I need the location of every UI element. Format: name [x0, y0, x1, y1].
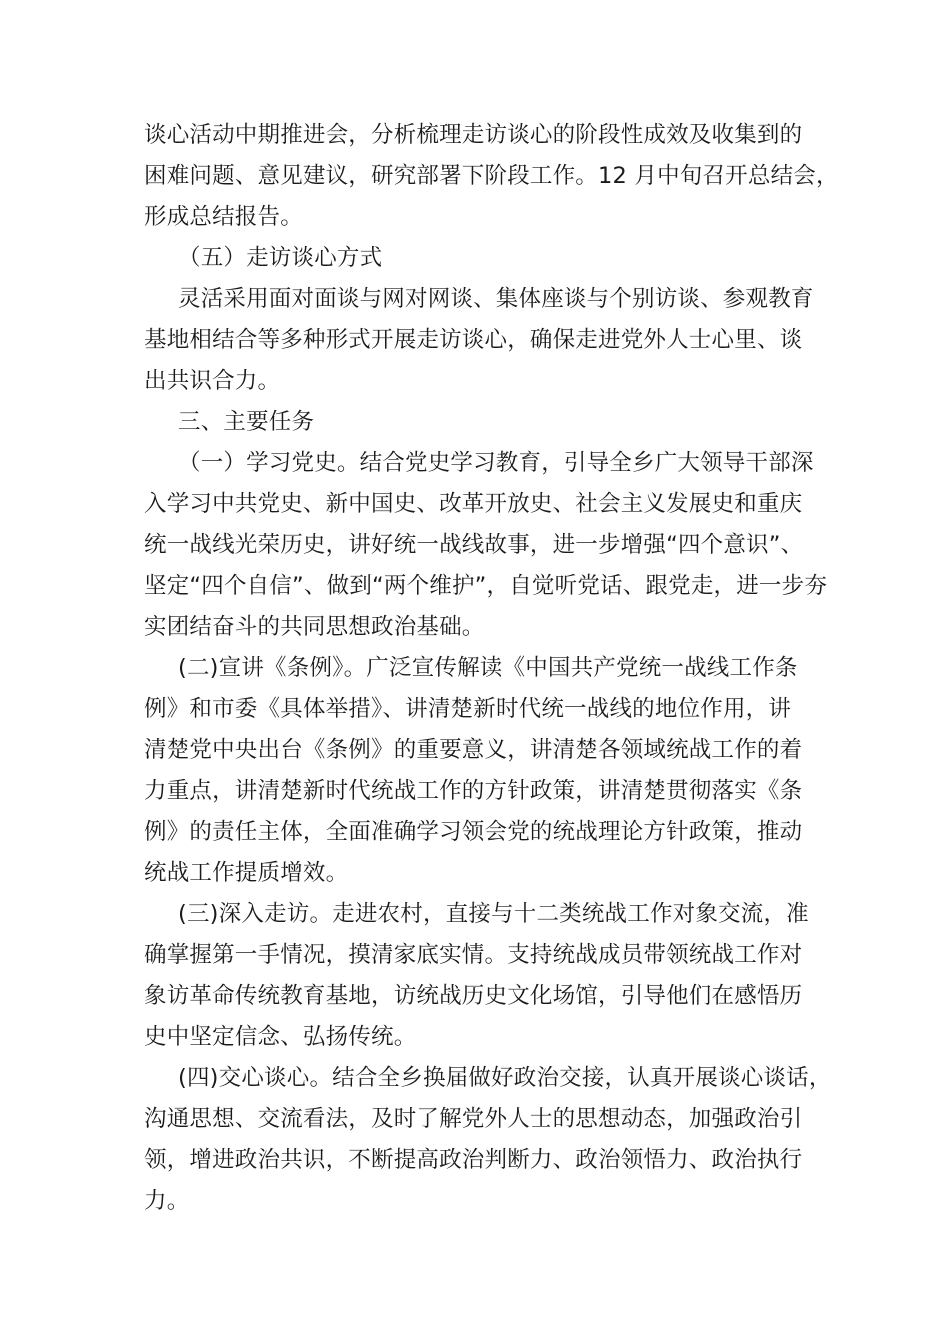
paragraph-line: 困难问题、意见建议，研究部署下阶段工作。12 月中旬召开总结会，	[144, 163, 839, 189]
paragraph-line: 统战工作提质增效。	[144, 860, 349, 886]
paragraph-line: 谈心活动中期推进会，分析梳理走访谈心的阶段性成效及收集到的	[144, 122, 803, 148]
paragraph-line: 力重点，讲清楚新时代统战工作的方针政策，讲清楚贯彻落实《条	[144, 778, 803, 804]
paragraph-line: 统一战线光荣历史，讲好统一战线故事，进一步增强“四个意识”、	[144, 532, 804, 558]
paragraph-line: 象访革命传统教育基地，访统战历史文化场馆，引导他们在感悟历	[144, 983, 803, 1009]
section-heading: 三、主要任务	[178, 409, 315, 435]
paragraph-line: 力。	[144, 1188, 190, 1214]
paragraph-line: （一）学习党史。结合党史学习教育，引导全乡广大领导干部深	[178, 450, 814, 476]
paragraph-line: (四)交心谈心。结合全乡换届做好政治交接，认真开展谈心谈话，	[178, 1065, 832, 1091]
paragraph-line: 领，增进政治共识，不断提高政治判断力、政治领悟力、政治执行	[144, 1147, 803, 1173]
paragraph-line: 例》的责任主体，全面准确学习领会党的统战理论方针政策，推动	[144, 819, 803, 845]
paragraph-line: (二)宣讲《条例》。广泛宣传解读《中国共产党统一战线工作条	[178, 655, 798, 681]
paragraph-line: 出共识合力。	[144, 368, 281, 394]
paragraph-line: 例》和市委《具体举措》、讲清楚新时代统一战线的地位作用，讲	[144, 696, 792, 722]
paragraph-line: 沟通思想、交流看法，及时了解党外人士的思想动态，加强政治引	[144, 1106, 803, 1132]
paragraph-line: 坚定“四个自信”、做到“两个维护”，自觉听党话、跟党走，进一步夯	[144, 573, 828, 599]
paragraph-line: (三)深入走访。走进农村，直接与十二类统战工作对象交流，准	[178, 901, 809, 927]
section-heading: （五）走访谈心方式	[178, 245, 383, 271]
paragraph-line: 清楚党中央出台《条例》的重要意义，讲清楚各领域统战工作的着	[144, 737, 803, 763]
paragraph-line: 形成总结报告。	[144, 204, 303, 230]
paragraph-line: 实团结奋斗的共同思想政治基础。	[144, 614, 485, 640]
paragraph-line: 确掌握第一手情况，摸清家底实情。支持统战成员带领统战工作对	[144, 942, 803, 968]
paragraph-line: 基地相结合等多种形式开展走访谈心，确保走进党外人士心里、谈	[144, 327, 803, 353]
paragraph-line: 入学习中共党史、新中国史、改革开放史、社会主义发展史和重庆	[144, 491, 803, 517]
paragraph-line: 史中坚定信念、弘扬传统。	[144, 1024, 417, 1050]
paragraph-line: 灵活采用面对面谈与网对网谈、集体座谈与个别访谈、参观教育	[178, 286, 814, 312]
